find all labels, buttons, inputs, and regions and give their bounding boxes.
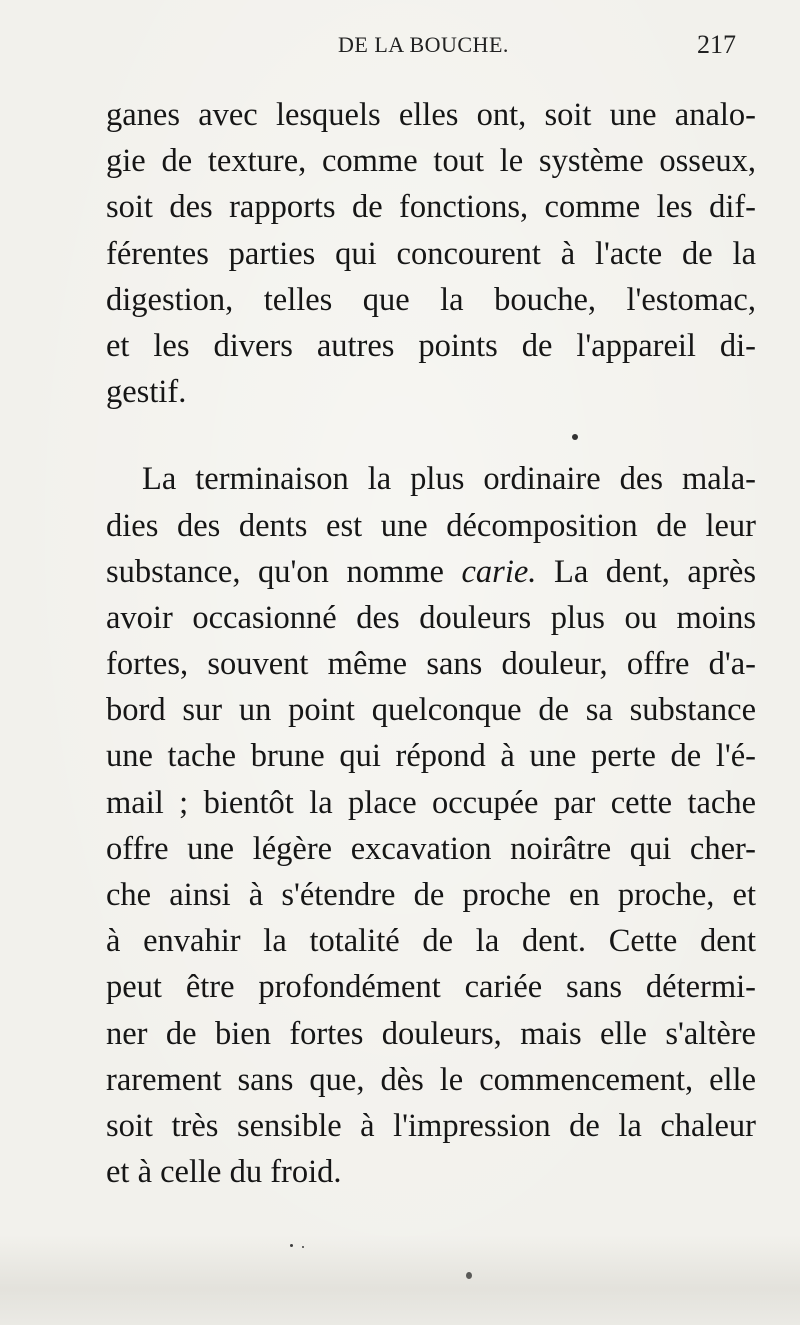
running-head [0,32,800,68]
text-line: offre une légère excavation noirâtre qui cher- [106,830,756,867]
text-line: peut être profondément cariée sans détermi- [106,969,756,1006]
text-line: rarement sans que, dès le commencement, elle [106,1061,756,1098]
text-line: La terminaison la plus ordinaire des mala- [142,461,756,498]
text-line: fortes, souvent même sans douleur, offre d'a- [106,646,756,683]
text-line: ner de bien fortes douleurs, mais elle s'altère [106,1015,756,1052]
text-line: férentes parties qui concourent à l'acte de la [106,235,756,272]
text-line-with-italic [106,549,756,595]
text-line: une tache brune qui répond à une perte de l'é- [106,738,756,775]
text-line: mail ; bientôt la place occupée par cette tache [106,784,756,821]
text-line: gestif. [106,374,187,411]
text-line: dies des dents est une décomposition de leur [106,507,756,544]
text-line: bord sur un point quelconque de sa substance [106,692,756,729]
text-segment: La dent, après [536,553,756,590]
body-text [106,92,756,1195]
text-line: ganes avec lesquels elles ont, soit une analo- [106,97,756,133]
text-line: avoir occasionné des douleurs plus ou moins [106,599,756,636]
running-title: DE LA BOUCHE. [338,32,509,57]
text-line: à envahir la totalité de la dent. Cette dent [106,923,756,960]
text-line: gie de texture, comme tout le système osseux, [106,143,756,180]
page-number: 217 [697,30,736,59]
italic-term: carie. [461,553,537,590]
text-line: soit très sensible à l'impression de la chaleur [106,1107,756,1144]
ink-speck [572,434,578,440]
text-line: et les divers autres points de l'appareil di- [106,327,756,364]
page-bottom-shadow [0,1235,800,1325]
text-segment: substance, qu'on nomme [106,553,444,590]
text-line: soit des rapports de fonctions, comme les dif- [106,189,756,226]
text-line: che ainsi à s'étendre de proche en proche, et [106,877,756,913]
paragraph-1 [106,92,756,415]
text-line: et à celle du froid. [106,1154,342,1191]
paragraph-2 [106,456,756,1195]
text-line: digestion, telles que la bouche, l'estomac, [106,281,756,318]
